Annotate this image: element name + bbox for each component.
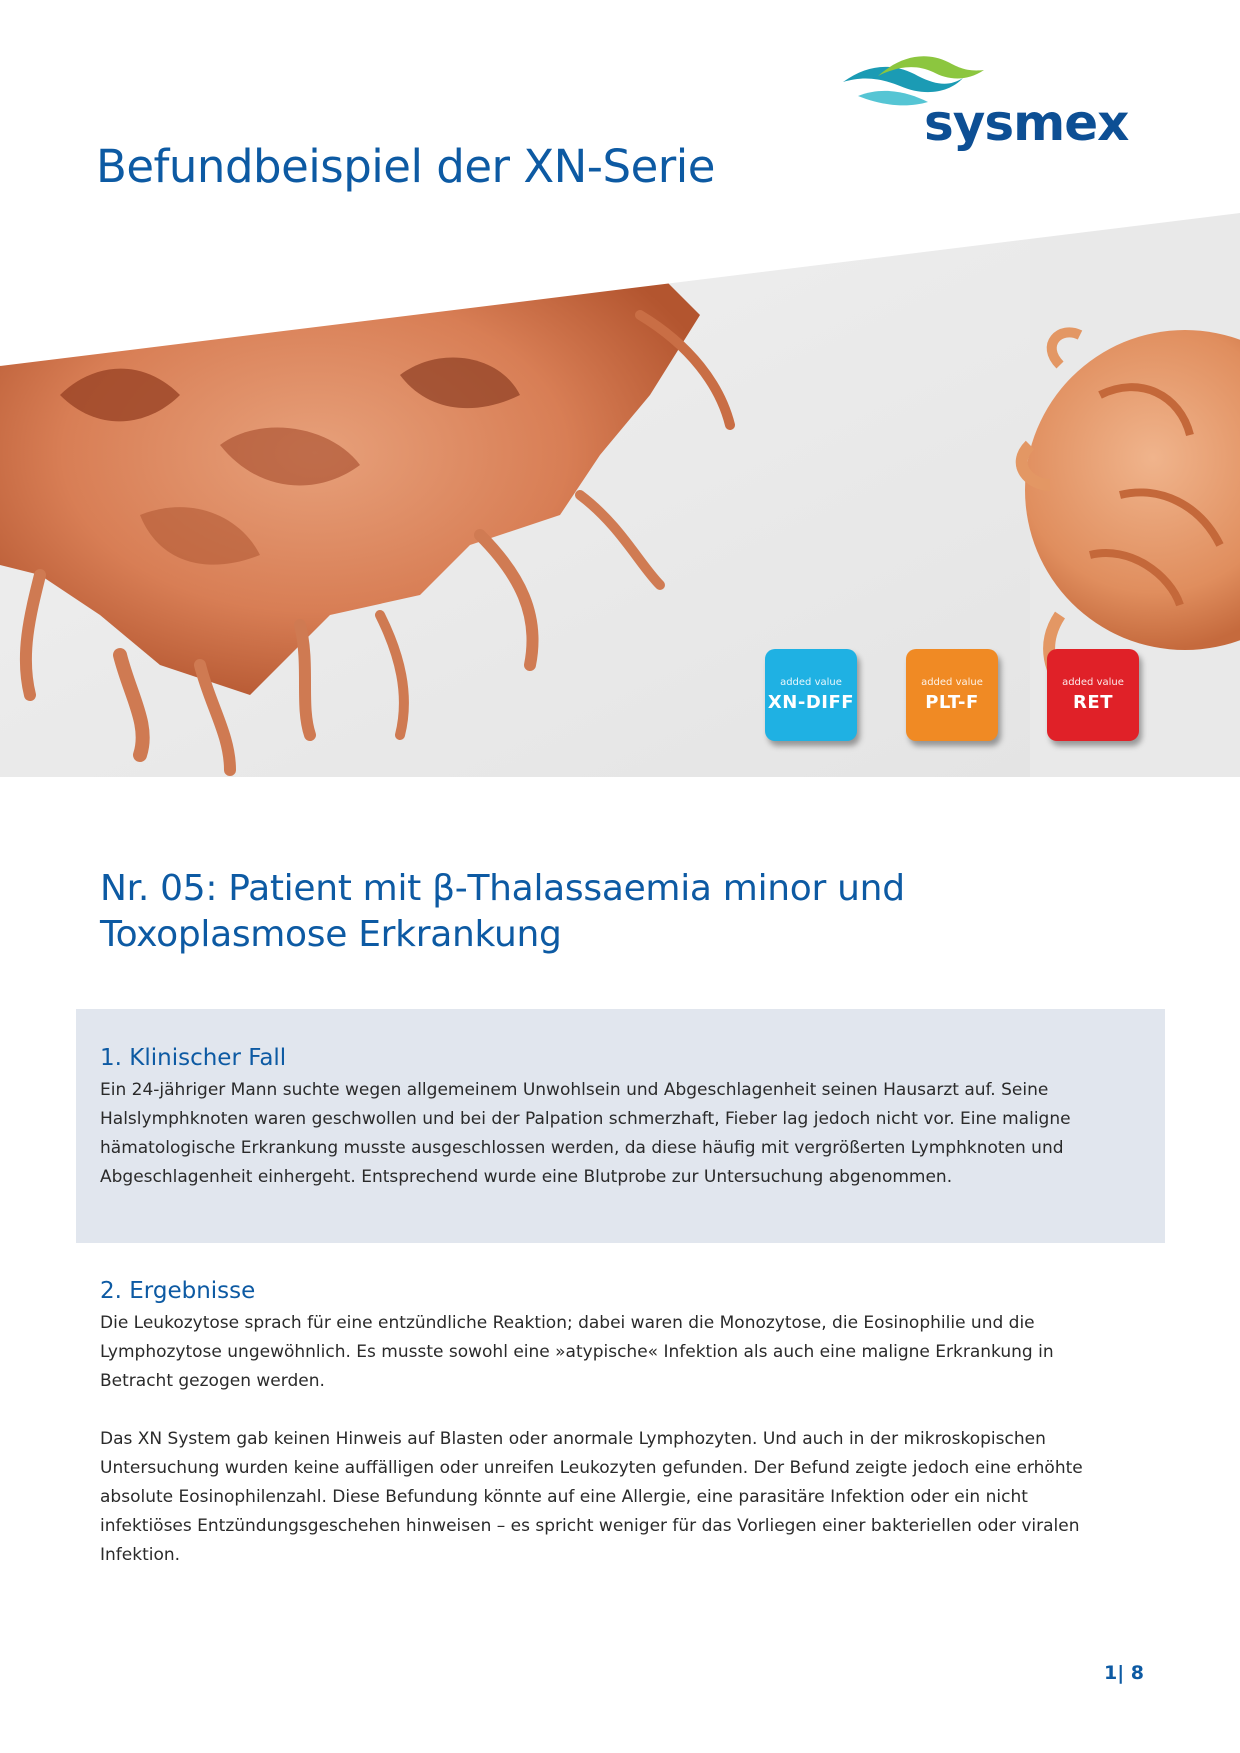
badge-plt-f [906, 649, 998, 741]
section-2-title: 2. Ergebnisse [100, 1278, 256, 1304]
badge-subtitle: added value [1062, 677, 1124, 688]
badge-label: PLT-F [925, 692, 979, 713]
case-title [100, 866, 1060, 958]
document-title: Befundbeispiel der XN-Serie [96, 140, 715, 193]
badge-label: XN-DIFF [767, 692, 855, 713]
section-1-title: 1. Klinischer Fall [100, 1045, 287, 1071]
page-number: 1| 8 [1104, 1662, 1144, 1684]
badge-label: RET [1073, 692, 1113, 713]
section-1-text: Ein 24-jähriger Mann suchte wegen allgemeinem Unwohlsein und Abgeschlagenheit seinen Hausarzt auf. Seine Halslymphknoten waren geschwollen und bei der Palpation schmerzhaft, Fieber lag jedoch nicht vor. Eine maligne hämatologische Erkrankung musste ausgeschlossen werden, da diese häufig mit vergrößerten Lymphknoten und Abgeschlagenheit einhergeht. Entsprechend wurde eine Blutprobe zur Untersuchung abgenommen. [100, 1080, 1071, 1187]
case-title-line-2: Toxoplasmose Erkrankung [100, 914, 562, 955]
sysmex-logo [838, 52, 1144, 158]
badge-ret [1047, 649, 1139, 741]
badge-subtitle: added value [921, 677, 983, 688]
section-2-paragraph-2: Das XN System gab keinen Hinweis auf Blasten oder anormale Lymphozyten. Und auch in der mikroskopischen Untersuchung wurden keine auffälligen oder unreifen Leukozyten gefunden. Der Befund zeigte jedoch eine erhöhte absolute Eosinophilenzahl. Diese Befundung könnte auf eine Allergie, eine parasitäre Infektion oder ein nicht infektiöses Entzündungsgeschehen hinweisen – es spricht weniger für das Vorliegen einer bakteriellen oder viralen Infektion. [100, 1429, 1083, 1565]
section-2-paragraph-1: Die Leukozytose sprach für eine entzündliche Reaktion; dabei waren die Monozytose, die Eosinophilie und die Lymphozytose ungewöhnlich. Es musste sowohl eine »atypische« Infektion als auch eine maligne Erkrankung in Betracht gezogen werden. [100, 1313, 1054, 1391]
sysmex-wordmark: sysmex [924, 94, 1129, 152]
case-title-line-1: Nr. 05: Patient mit β-Thalassaemia minor und [100, 868, 905, 909]
badge-subtitle: added value [780, 677, 842, 688]
badge-xn-diff [765, 649, 857, 741]
